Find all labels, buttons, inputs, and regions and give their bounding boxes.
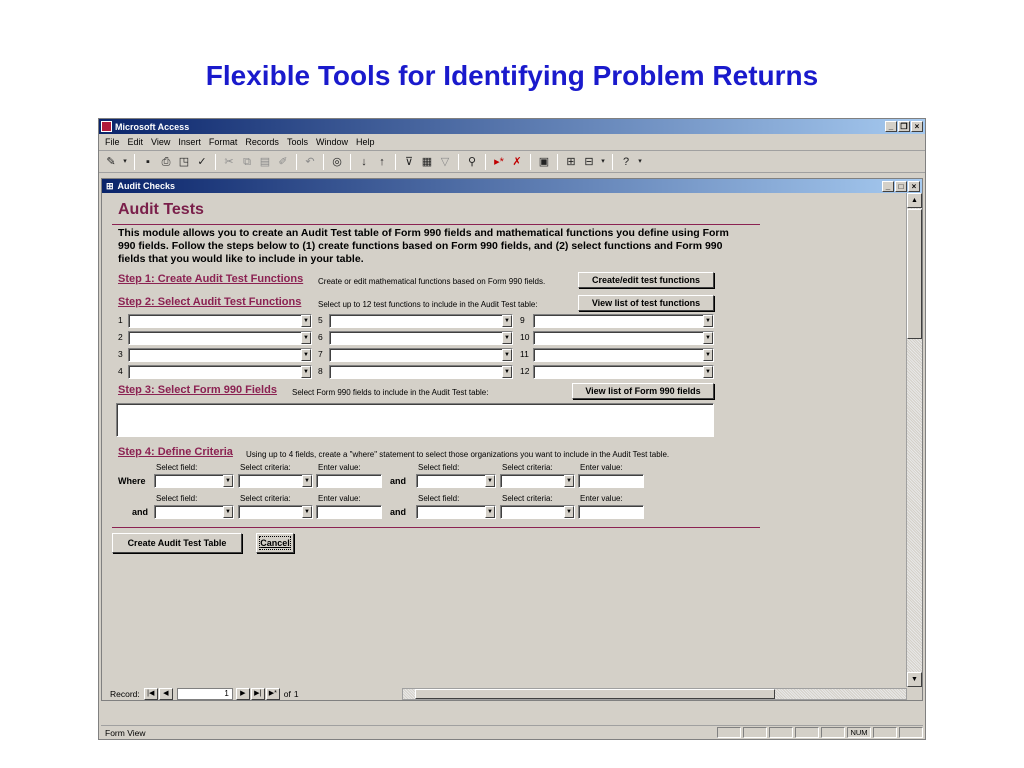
slot-number: 4 — [118, 366, 123, 376]
chevron-down-icon[interactable]: ▼ — [564, 506, 574, 518]
menu-help[interactable]: Help — [355, 137, 375, 147]
minimize-button[interactable]: _ — [885, 121, 897, 132]
slot-number: 9 — [520, 315, 525, 325]
help-icon[interactable]: ? — [622, 155, 630, 168]
record-number-input[interactable]: 1 — [177, 688, 233, 700]
chevron-down-icon[interactable]: ▼ — [703, 315, 713, 327]
next-record-icon[interactable]: ▶ — [236, 688, 250, 700]
and-label: and — [132, 507, 149, 517]
status-bar — [101, 725, 923, 739]
step1-title: Step 1: Create Audit Test Functions — [118, 273, 304, 285]
app-titlebar — [99, 119, 925, 134]
criteria2-operator-select[interactable] — [500, 474, 575, 488]
num-lock-indicator: NUM — [847, 727, 871, 738]
chevron-down-icon[interactable]: ▼ — [301, 349, 311, 361]
create-edit-functions-button[interactable]: Create/edit test functions — [578, 272, 714, 288]
enter-value-label: Enter value: — [318, 494, 361, 503]
spelling-icon[interactable]: ✓ — [197, 155, 207, 168]
chevron-down-icon[interactable]: ▼ — [703, 332, 713, 344]
status-panel — [743, 727, 767, 738]
sort-descending-icon[interactable]: ↑ — [379, 155, 385, 168]
criteria3-field-select[interactable] — [154, 505, 234, 519]
chevron-down-icon[interactable]: ▼ — [502, 315, 512, 327]
hscroll-thumb[interactable] — [415, 689, 775, 699]
slot-number: 2 — [118, 332, 123, 342]
form-icon: ⊞ — [106, 180, 114, 191]
and-label: and — [390, 507, 407, 517]
select-field-label: Select field: — [418, 463, 460, 472]
view-990-fields-button[interactable]: View list of Form 990 fields — [572, 383, 714, 399]
chevron-down-icon[interactable]: ▼ — [485, 506, 495, 518]
criteria1-field-select[interactable] — [154, 474, 234, 488]
criteria3-operator-select[interactable] — [238, 505, 313, 519]
function-select-4[interactable] — [128, 365, 312, 379]
toolbar — [99, 151, 925, 173]
cancel-button[interactable]: Cancel — [256, 533, 294, 553]
access-icon — [101, 121, 112, 132]
select-criteria-label: Select criteria: — [240, 494, 291, 503]
bottom-divider — [112, 527, 760, 528]
criteria2-value-input[interactable] — [578, 474, 644, 488]
intro-text: This module allows you to create an Audit Test table of Form 990 fields and mathematical functions you define using Form 990 fields. Follow the steps below to (1) create functions based on Form 990 fields, and (2) select functions and Form 990 fields that you would like to include in your table. — [118, 227, 729, 265]
filter-by-selection-icon[interactable]: ⊽ — [404, 155, 414, 168]
status-text: Form View — [105, 727, 146, 738]
status-panel — [821, 727, 845, 738]
criteria1-operator-select[interactable] — [238, 474, 313, 488]
select-criteria-label: Select criteria: — [240, 463, 291, 472]
chevron-down-icon[interactable]: ▼ — [485, 475, 495, 487]
status-panel — [717, 727, 741, 738]
where-label: Where — [118, 476, 146, 486]
criteria2-field-select[interactable] — [416, 474, 496, 488]
chevron-down-icon[interactable]: ▼ — [703, 366, 713, 378]
create-audit-table-button[interactable]: Create Audit Test Table — [112, 533, 242, 553]
record-navigator — [102, 687, 907, 701]
new-object-icon[interactable]: ⊟ — [584, 155, 594, 168]
function-select-3[interactable] — [128, 348, 312, 362]
criteria1-value-input[interactable] — [316, 474, 382, 488]
status-panel — [795, 727, 819, 738]
status-panel — [899, 727, 923, 738]
apply-filter-icon[interactable]: ▽ — [440, 155, 450, 168]
slot-number: 7 — [318, 349, 323, 359]
filter-by-form-icon[interactable]: ▦ — [421, 155, 433, 168]
function-select-6[interactable] — [329, 331, 513, 345]
criteria3-value-input[interactable] — [316, 505, 382, 519]
slot-number: 6 — [318, 332, 323, 342]
heading-divider — [112, 224, 760, 225]
status-panel — [769, 727, 793, 738]
sort-ascending-icon[interactable]: ↓ — [361, 155, 367, 168]
vertical-scrollbar[interactable] — [906, 193, 922, 687]
menu-file[interactable]: File — [105, 137, 120, 147]
menu-bar — [99, 134, 925, 151]
step2-note: Select up to 12 test functions to include in the Audit Test table: — [318, 300, 538, 309]
new-record-nav-icon[interactable]: ▶* — [266, 688, 280, 700]
hyperlink-icon[interactable]: ◎ — [332, 155, 342, 168]
slot-number: 10 — [520, 332, 530, 342]
function-select-2[interactable] — [128, 331, 312, 345]
menu-insert[interactable]: Insert — [178, 137, 201, 147]
chevron-down-icon[interactable]: ▾ — [638, 157, 642, 165]
horizontal-scrollbar[interactable] — [402, 688, 907, 700]
scroll-up-icon[interactable]: ▲ — [907, 193, 922, 208]
last-record-icon[interactable]: ▶| — [251, 688, 265, 700]
step1-note: Create or edit mathematical functions based on Form 990 fields. — [318, 277, 546, 286]
step3-note: Select Form 990 fields to include in the Audit Test table: — [292, 388, 489, 397]
slot-number: 5 — [318, 315, 323, 325]
access-window — [98, 118, 926, 740]
chevron-down-icon[interactable]: ▼ — [302, 475, 312, 487]
form-heading: Audit Tests — [118, 201, 204, 218]
chevron-down-icon[interactable]: ▼ — [223, 475, 233, 487]
new-record-icon[interactable]: ▸* — [494, 155, 504, 168]
function-select-10[interactable] — [533, 331, 714, 345]
step4-note: Using up to 4 fields, create a "where" statement to select those organizations you want to include in the Audit Test table. — [246, 450, 670, 459]
prev-record-icon[interactable]: ◀ — [159, 688, 173, 700]
select-criteria-label: Select criteria: — [502, 463, 553, 472]
criteria4-value-input[interactable] — [578, 505, 644, 519]
close-button[interactable]: × — [911, 121, 923, 132]
slot-number: 3 — [118, 349, 123, 359]
enter-value-label: Enter value: — [318, 463, 361, 472]
menu-tools[interactable]: Tools — [286, 137, 308, 147]
chevron-down-icon[interactable]: ▼ — [223, 506, 233, 518]
chevron-down-icon[interactable]: ▼ — [301, 315, 311, 327]
chevron-down-icon[interactable]: ▾ — [123, 157, 127, 165]
menu-window[interactable]: Window — [315, 137, 348, 147]
find-icon[interactable]: ⚲ — [467, 155, 477, 168]
view-functions-button[interactable]: View list of test functions — [578, 295, 714, 311]
chevron-down-icon[interactable]: ▾ — [601, 157, 605, 165]
function-select-7[interactable] — [329, 348, 513, 362]
step3-title: Step 3: Select Form 990 Fields — [118, 384, 277, 396]
slide-title: Flexible Tools for Identifying Problem Returns — [205, 60, 819, 91]
select-criteria-label: Select criteria: — [502, 494, 553, 503]
select-field-label: Select field: — [156, 463, 198, 472]
chevron-down-icon[interactable]: ▼ — [301, 332, 311, 344]
audit-checks-window — [101, 178, 923, 701]
print-preview-icon[interactable]: ◳ — [178, 155, 190, 168]
status-panel — [873, 727, 897, 738]
chevron-down-icon[interactable]: ▼ — [502, 332, 512, 344]
slot-number: 1 — [118, 315, 123, 325]
chevron-down-icon[interactable]: ▼ — [703, 349, 713, 361]
chevron-down-icon[interactable]: ▼ — [564, 475, 574, 487]
form-990-fields-list[interactable] — [116, 403, 714, 437]
chevron-down-icon[interactable]: ▼ — [502, 366, 512, 378]
slot-number: 12 — [520, 366, 530, 376]
criteria4-field-select[interactable] — [416, 505, 496, 519]
format-painter-icon[interactable]: ✐ — [278, 155, 288, 168]
function-select-1[interactable] — [128, 314, 312, 328]
slot-number: 11 — [520, 349, 529, 359]
form-minimize-button[interactable]: _ — [882, 181, 894, 192]
function-select-5[interactable] — [329, 314, 513, 328]
select-field-label: Select field: — [156, 494, 198, 503]
menu-format[interactable]: Format — [208, 137, 238, 147]
scroll-thumb[interactable] — [907, 209, 922, 339]
database-window-icon[interactable]: ⊞ — [566, 155, 576, 168]
restore-button[interactable]: ❐ — [898, 121, 910, 132]
view-icon[interactable]: ✎ — [106, 155, 116, 168]
function-select-9[interactable] — [533, 314, 714, 328]
function-select-8[interactable] — [329, 365, 513, 379]
form-body — [102, 193, 907, 687]
first-record-icon[interactable]: |◀ — [144, 688, 158, 700]
properties-icon[interactable]: ▣ — [538, 155, 550, 168]
step2-title: Step 2: Select Audit Test Functions — [118, 296, 302, 308]
scroll-down-icon[interactable]: ▼ — [907, 672, 922, 687]
form-close-button[interactable]: × — [908, 181, 920, 192]
record-label: Record: — [110, 689, 140, 699]
step4-title: Step 4: Define Criteria — [118, 446, 233, 458]
chevron-down-icon[interactable]: ▼ — [502, 349, 512, 361]
print-icon[interactable]: ⎙ — [161, 155, 171, 168]
and-label: and — [390, 476, 407, 486]
menu-records[interactable]: Records — [245, 137, 279, 147]
delete-record-icon[interactable]: ✗ — [512, 155, 522, 168]
form-titlebar — [102, 179, 922, 193]
cut-icon[interactable]: ✂ — [224, 155, 234, 168]
chevron-down-icon[interactable]: ▼ — [302, 506, 312, 518]
form-title: Audit Checks — [117, 181, 176, 191]
criteria4-operator-select[interactable] — [500, 505, 575, 519]
menu-edit[interactable]: Edit — [127, 137, 144, 147]
enter-value-label: Enter value: — [580, 494, 623, 503]
menu-view[interactable]: View — [151, 137, 171, 147]
select-field-label: Select field: — [418, 494, 460, 503]
function-select-11[interactable] — [533, 348, 714, 362]
of-label: of — [283, 689, 291, 699]
paste-icon[interactable]: ▤ — [259, 155, 271, 168]
function-select-12[interactable] — [533, 365, 714, 379]
slot-number: 8 — [318, 366, 323, 376]
form-restore-button[interactable]: □ — [895, 181, 907, 192]
save-icon[interactable]: ▪ — [146, 155, 150, 168]
record-total: 1 — [293, 689, 299, 699]
enter-value-label: Enter value: — [580, 463, 623, 472]
chevron-down-icon[interactable]: ▼ — [301, 366, 311, 378]
copy-icon[interactable]: ⧉ — [243, 155, 251, 168]
undo-icon[interactable]: ↶ — [305, 155, 315, 168]
app-title: Microsoft Access — [115, 121, 190, 132]
